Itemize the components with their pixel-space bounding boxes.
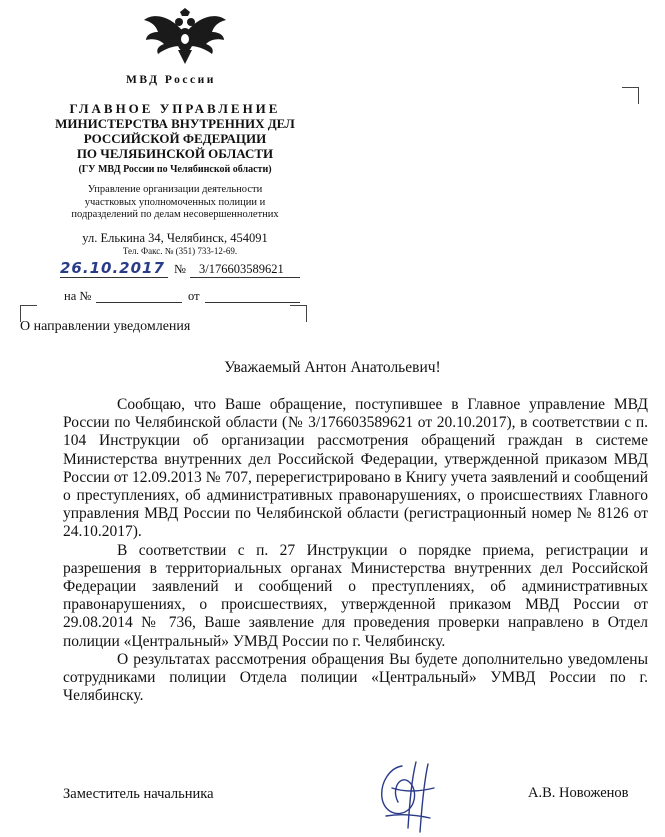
handwritten-date: 26.10.2017 [60,259,165,277]
address: ул. Елькина 34, Челябинск, 454091 [82,231,268,245]
number-underline [190,277,300,278]
handwritten-signature [372,758,442,836]
phone: Тел. Факс. № (351) 733-12-69. [122,246,238,256]
reply-date-line [205,302,300,303]
reply-label: на № [64,289,92,303]
org-line: ПО ЧЕЛЯБИНСКОЙ ОБЛАСТИ [76,146,274,161]
subject-corner-mark [290,305,307,322]
department-block [20,184,330,222]
org-name-block [20,101,330,175]
body-paragraph: Сообщаю, что Ваше обращение, поступившее в Главное управление МВД России по Челябинской области (№ 3/176603589621 от 20.10.2017), в соответствии с п. 104 Инструкции об организации рассмотрения обращений граждан в системе Министерства внутренних дел Российской Федерации, утвержденной приказом МВД России от 12.09.2013 № 707, перерегистрировано в Книгу учета заявлений и сообщений о преступлениях, об административных правонарушениях, о происшествиях Главного управления МВД России по Челябинской области (регистрационный номер № 8126 от 24.10.2017). [63,396,648,541]
org-short-name: МВД России [126,74,216,86]
address-corner-mark [622,87,639,104]
department-line: подразделений по делам несовершеннолетних [71,209,279,220]
body-paragraph: О результатах рассмотрения обращения Вы будете дополнительно уведомлены сотрудниками полиции Отдела полиции «Центральный» УМВД России по г. Челябинску. [63,650,648,705]
subject-line: О направлении уведомления [20,319,191,334]
letter-body [63,396,648,705]
reply-number-line [96,302,182,303]
number-label: № [174,262,186,276]
org-line: ГЛАВНОЕ УПРАВЛЕНИЕ [69,101,281,116]
number-value: 3/176603589621 [199,262,284,276]
mvd-emblem-icon [142,6,228,68]
signatory-name: А.В. Новоженов [528,785,629,801]
org-line: МИНИСТЕРСТВА ВНУТРЕННИХ ДЕЛ [55,116,295,131]
signatory-position: Заместитель начальника [63,786,214,802]
department-line: участковых уполномоченных полиции и [84,196,266,208]
department-line: Управление организации деятельности [87,184,263,195]
org-line: РОССИЙСКОЙ ФЕДЕРАЦИИ [83,131,267,146]
date-underline [60,277,168,278]
body-paragraph: В соответствии с п. 27 Инструкции о порядке приема, регистрации и разрешения в территориальных органах Министерства внутренних дел Российской Федерации заявлений и сообщений о преступлениях, об административных правонарушениях, о происшествиях, утвержденной приказом МВД России от 29.08.2014 № 736, Ваше заявление для проведения проверки направлено в Отдел полиции «Центральный» УМВД России по г. Челябинску. [63,541,648,650]
org-abbreviation: (ГУ МВД России по Челябинской области) [78,164,272,175]
salutation: Уважаемый Антон Анатольевич! [224,359,441,376]
reply-from-label: от [188,289,200,303]
